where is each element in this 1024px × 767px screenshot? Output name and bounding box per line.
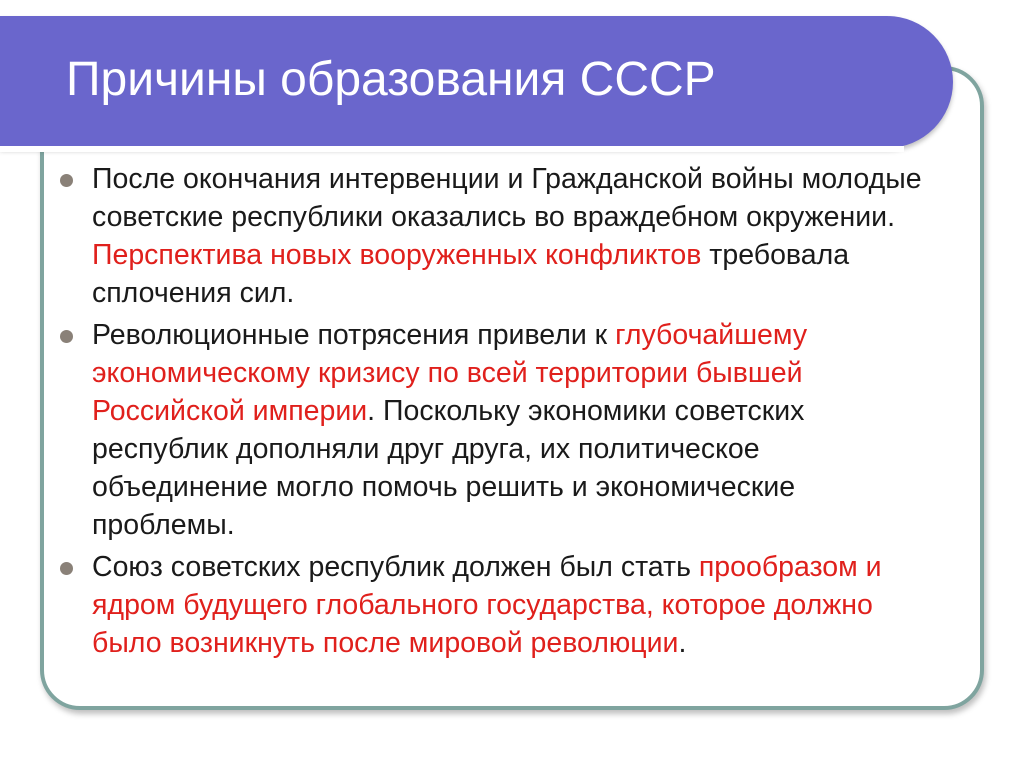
title-bar xyxy=(0,16,953,148)
bullet-highlight: Перспектива новых вооруженных конфликтов xyxy=(92,239,702,271)
bullet-dot-icon xyxy=(60,562,73,575)
bullet-dot-icon xyxy=(60,330,73,343)
bullet-text: требовала сплочения сил. xyxy=(92,239,850,309)
bullet-item-3 xyxy=(60,548,940,662)
bullet-text: . Поскольку экономики советских республик дополняли друг друга, их политическое объединение могло помочь решить и экономические проблемы. xyxy=(92,395,805,541)
bullet-text: Революционные потрясения привели к xyxy=(92,319,616,351)
bullet-item-2 xyxy=(60,316,940,544)
title-underline xyxy=(0,146,904,152)
bullet-highlight: глубочайшему экономическому кризису по всей территории бывшей Российской империи xyxy=(92,319,808,427)
bullet-dot-icon xyxy=(60,174,73,187)
bullet-text: Союз советских республик должен был стать xyxy=(92,551,699,583)
bullet-highlight: прообразом и ядром будущего глобального государства, которое должно было возникнуть после мировой революции xyxy=(92,551,882,659)
bullet-text: . xyxy=(678,627,687,659)
bullet-item-1 xyxy=(60,160,940,312)
bullet-list xyxy=(60,160,940,666)
bullet-text: После окончания интервенции и Гражданской войны молодые советские республики оказались во враждебном окружении. xyxy=(92,163,922,233)
slide-title: Причины образования СССР xyxy=(66,53,716,106)
